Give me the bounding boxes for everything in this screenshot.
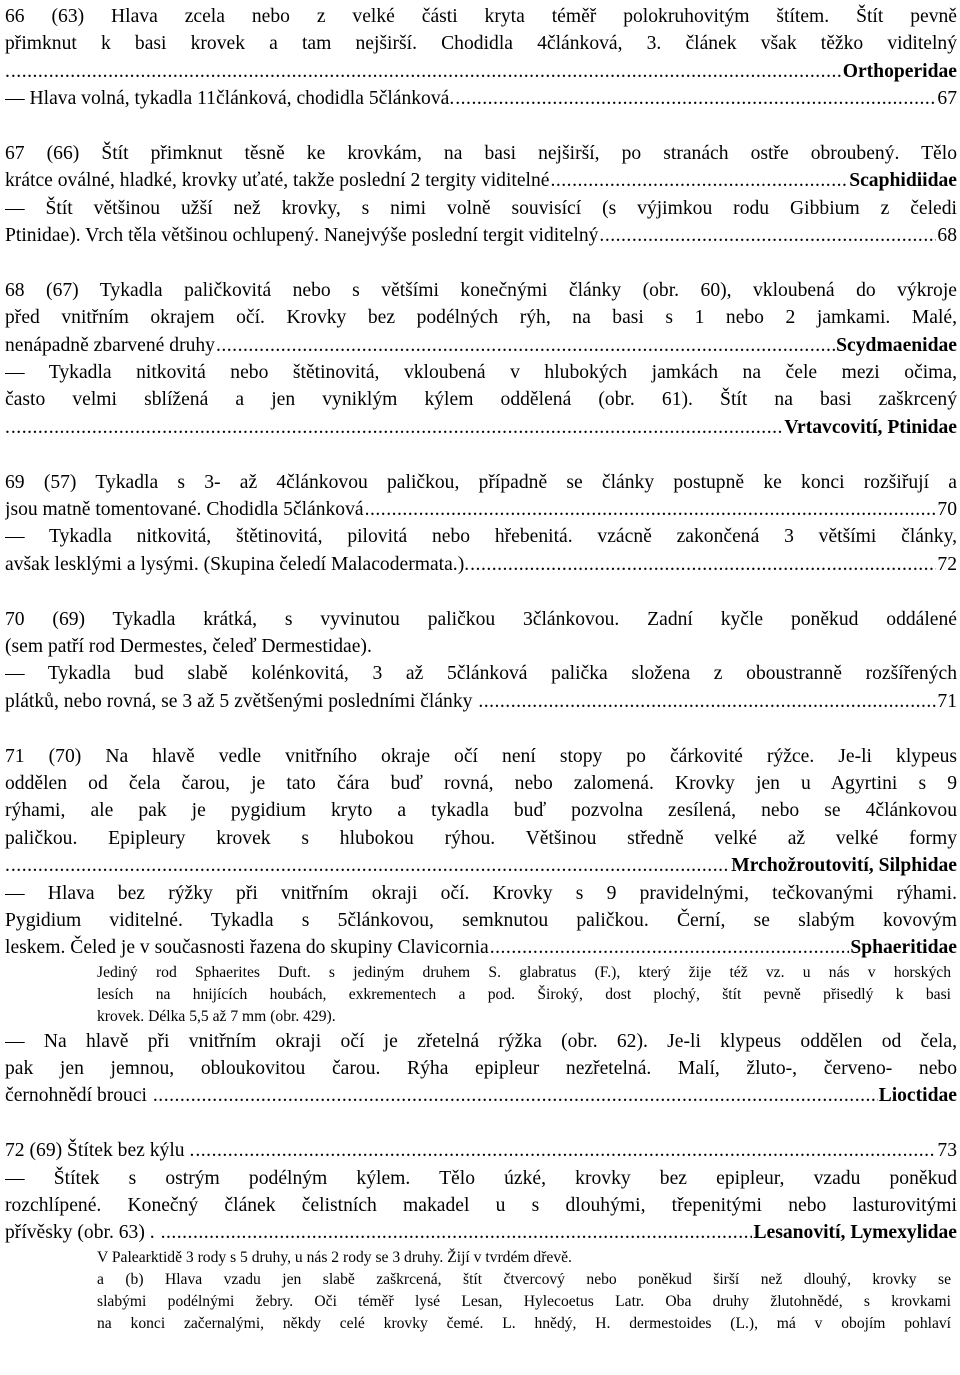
- taxon-name: Mrchožroutovití, Silphidae: [731, 855, 957, 877]
- taxon-name: Lioctidae: [878, 1085, 957, 1107]
- key-line-l27: [5, 852, 957, 879]
- key-line-l30: [5, 934, 957, 961]
- key-line-l05: 67 (66) Štít přimknut těsně ke krovkám, na basi nejširší, po stranách ostře obroubený. Tělo: [5, 142, 957, 164]
- key-line-l09: 68 (67) Tykadla paličkovitá nebo s většími konečnými články (obr. 60), vkloubená do výkroje: [5, 279, 957, 301]
- dot-leader: [470, 551, 936, 578]
- key-line-l34: [5, 1137, 957, 1164]
- key-line-l35: — Štítek s ostrým podélným kýlem. Tělo úzké, krovky bez epipleur, vzadu poněkud: [5, 1167, 957, 1189]
- dot-leader: [550, 167, 848, 194]
- key-line-l13: často velmi sblížená a jen vyniklým kýlem oddělená (obr. 61). Štít na basi zaškrcený: [5, 389, 957, 411]
- dot-leader: [216, 332, 835, 359]
- key-line-l04: [5, 85, 957, 112]
- key-text: plátků, nebo rovná, se 3 až 5 zvětšenými posledními články: [5, 690, 478, 712]
- key-line-l32: pak jen jemnou, obloukovitou čarou. Rýha epipleur nezřetelná. Malí, žluto-, červeno- nebo: [5, 1058, 957, 1080]
- couplet-reference: 68: [937, 225, 957, 247]
- taxon-name: Scydmaenidae: [836, 334, 957, 356]
- key-line-l07: — Štít většinou užší než krovky, s nimi volně souvisící (s výjimkou rodu Gibbium z čeledi: [5, 197, 957, 219]
- note-line-n05: a (b) Hlava vzadu jen slabě zaškrcená, štít čtvercový nebo poněkud širší než dlouhý, krovky se: [97, 1270, 951, 1288]
- key-line-l22: [5, 688, 957, 715]
- paragraph-gap: [5, 1110, 957, 1137]
- dot-leader: [599, 222, 936, 249]
- key-text: černohnědí brouci: [5, 1085, 152, 1107]
- key-line-l15: 69 (57) Tykadla s 3- až 4článkovou paličkou, případně se články postupně ke konci rozšiřují a: [5, 471, 957, 493]
- key-line-l18: [5, 551, 957, 578]
- key-text: jsou matně tomentované. Chodidla 5článková: [5, 499, 364, 521]
- key-line-l20: (sem patří rod Dermestes, čeleď Dermestidae).: [5, 635, 372, 657]
- dot-leader: [478, 688, 936, 715]
- key-line-l23: 71 (70) Na hlavě vedle vnitřního okraje očí není stopy po čárkovité rýžce. Je-li klypeus: [5, 745, 957, 767]
- key-line-l14: [5, 414, 957, 441]
- paragraph-gap: [5, 578, 957, 605]
- couplet-reference: 72: [937, 553, 957, 575]
- key-text: leskem. Čeled je v současnosti řazena do skupiny Clavicornia: [5, 937, 489, 959]
- key-line-l31: — Na hlavě při vnitřním okraji očí je zřetelná rýžka (obr. 62). Je-li klypeus oddělen od čela,: [5, 1030, 957, 1052]
- key-line-l11: [5, 332, 957, 359]
- key-line-l16: [5, 496, 957, 523]
- note-line-n07: na konci začernalými, někdy celé krovky čemé. L. hnědý, H. dermestoides (L.), má v obojím pohlaví: [97, 1314, 951, 1332]
- key-line-l37: [5, 1219, 957, 1246]
- taxon-name: Scaphidiidae: [849, 170, 957, 192]
- note-line-n01: Jediný rod Sphaerites Duft. s jediným druhem S. glabratus (F.), který žije též vz. u nás v horských: [97, 963, 951, 981]
- key-line-l19: 70 (69) Tykadla krátká, s vyvinutou paličkou 3článkovou. Zadní kyčle poněkud oddálené: [5, 608, 957, 630]
- taxon-name: Sphaeritidae: [850, 937, 957, 959]
- couplet-reference: 67: [937, 88, 957, 110]
- key-text: .: [5, 60, 10, 82]
- key-line-l06: [5, 167, 957, 194]
- taxon-name: Lesanovití, Lymexylidae: [753, 1222, 957, 1244]
- note-line-n04: V Palearktidě 3 rody s 5 druhy, u nás 2 rody se 3 druhy. Žijí v tvrdém dřevě.: [97, 1248, 572, 1266]
- key-line-l28: — Hlava bez rýžky při vnitřním okraji očí. Krovky s 9 pravidelnými, tečkovanými rýhami.: [5, 882, 957, 904]
- note-line-n02: lesích na hnijících houbách, exkrementech a pod. Široký, dost plochý, štít pevně přisedlý k basi: [97, 985, 951, 1003]
- key-line-l02: přimknut k basi krovek a tam nejširší. Chodidla 4článková, 3. článek však těžko viditelný: [5, 33, 957, 55]
- key-line-l29: Pygidium viditelné. Tykadla s 5článkovou, semknutou paličkou. Černí, se slabým kovovým: [5, 909, 957, 931]
- key-line-l26: paličkou. Epipleury krovek s hlubokou rýhou. Většinou středně velké až velké formy: [5, 827, 957, 849]
- dot-leader: [195, 1137, 936, 1164]
- key-text: Ptinidae). Vrch těla většinou ochlupený. Nanejvýše poslední tergit viditelný: [5, 225, 599, 247]
- couplet-reference: 71: [937, 690, 957, 712]
- dot-leader: [490, 934, 850, 961]
- key-line-l03: [5, 58, 957, 85]
- paragraph-gap: [5, 113, 957, 140]
- dot-leader: [153, 1082, 878, 1109]
- key-text: .: [5, 416, 10, 438]
- dot-leader: [161, 1219, 753, 1246]
- taxon-name: Vrtavcovití, Ptinidae: [784, 416, 957, 438]
- key-line-l33: [5, 1082, 957, 1109]
- key-line-l24: oddělen od čela čarou, je tato čára buď rovná, nebo zalomená. Krovky jen u Agyrtini s 9: [5, 772, 957, 794]
- key-line-l01: 66 (63) Hlava zcela nebo z velké části kryta téměř polokruhovitým štítem. Štít pevně: [5, 6, 957, 27]
- note-line-n06: slabými podélnými žebry. Oči téměř lysé Lesan, Hylecoetus Latr. Oba druhy žlutohnědé, s krovkami: [97, 1292, 951, 1310]
- taxon-name: Orthoperidae: [842, 60, 957, 82]
- couplet-reference: 73: [937, 1140, 957, 1162]
- key-line-l10: před vnitřním okrajem očí. Krovky bez podélných rýh, na basi s 1 nebo 2 jamkami. Malé,: [5, 307, 957, 329]
- key-text: krátce oválné, hladké, krovky uťaté, takže poslední 2 tergity viditelné: [5, 170, 550, 192]
- key-line-l08: [5, 222, 957, 249]
- dot-leader: [365, 496, 937, 523]
- key-line-l21: — Tykadla bud slabě kolénkovitá, 3 až 5článková palička složena z oboustranně rozšířených: [5, 663, 957, 685]
- key-line-l12: — Tykadla nitkovitá nebo štětinovitá, vkloubená v hlubokých jamkách na čele mezi očima,: [5, 362, 957, 384]
- key-text: nenápadně zbarvené druhy: [5, 334, 215, 356]
- dot-leader: [11, 414, 783, 441]
- key-line-l17: — Tykadla nitkovitá, štětinovitá, pilovitá nebo hřebenitá. vzácně zakončená 3 většími články,: [5, 526, 957, 548]
- note-line-n03: krovek. Délka 5,5 až 7 mm (obr. 429).: [97, 1007, 336, 1025]
- key-line-l36: rozchlípené. Konečný článek čelistních makadel u s dlouhými, třepenitými nebo lasturovitými: [5, 1195, 957, 1217]
- dot-leader: [11, 852, 730, 879]
- paragraph-gap: [5, 715, 957, 742]
- dot-leader: [11, 58, 842, 85]
- key-text: .: [5, 855, 10, 877]
- key-text: — Hlava volná, tykadla 11článková, chodidla 5článková.: [5, 88, 455, 110]
- dot-leader: [455, 85, 936, 112]
- key-text: avšak lesklými a lysými. (Skupina čeledí Malacodermata.).: [5, 553, 470, 575]
- couplet-reference: 70: [937, 499, 957, 521]
- key-line-l25: rýhami, ale pak je pygidium kryto a tykadla buď pozvolna zesílená, nebo se 4článkovou: [5, 800, 957, 822]
- key-text: přívěsky (obr. 63) .: [5, 1222, 160, 1244]
- paragraph-gap: [5, 250, 957, 277]
- paragraph-gap: [5, 441, 957, 468]
- key-text: 72 (69) Štítek bez kýlu .: [5, 1140, 195, 1162]
